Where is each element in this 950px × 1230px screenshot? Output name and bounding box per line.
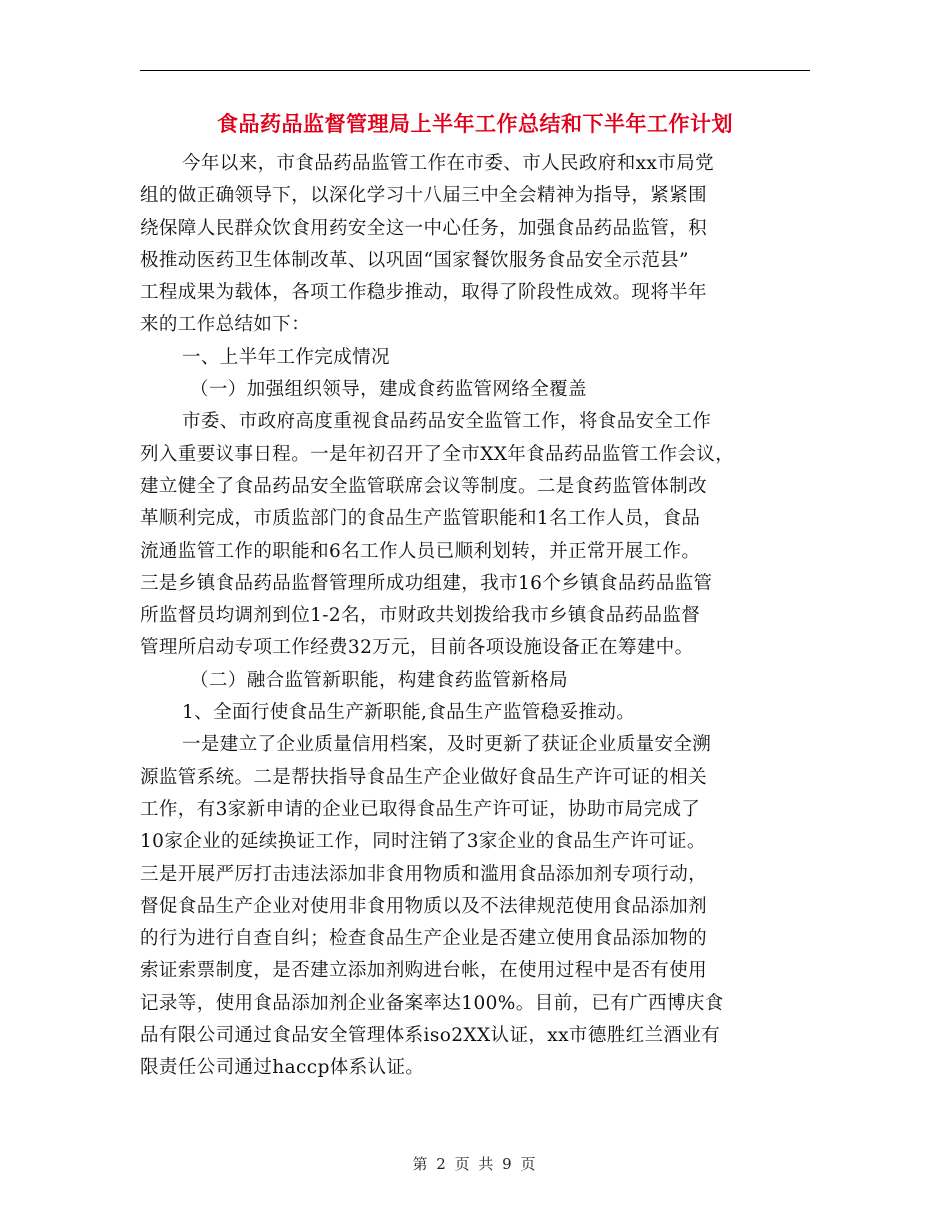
text-line: 绕保障人民群众饮食用药安全这一中心任务，加强食品药品监管，积 (140, 217, 708, 239)
text-line: 来的工作总结如下： (140, 314, 311, 336)
text-line: （一）加强组织领导，建成食药监管网络全覆盖 (190, 379, 587, 401)
text-line: 限责任公司通过haccp体系认证。 (140, 1057, 425, 1079)
text-line: 所监督员均调剂到位1-2名，市财政共划拨给我市乡镇食品药品监督 (140, 605, 701, 627)
text-line: 三是开展严厉打击违法添加非食用物质和滥用食品添加剂专项行动， (140, 863, 708, 885)
document-body (140, 148, 810, 1085)
text-line: 列入重要议事日程。一是年初召开了全市XX年食品药品监管工作会议， (140, 443, 735, 465)
text-line: 品有限公司通过食品安全管理体系iso2XX认证，xx市德胜红兰酒业有 (140, 1025, 721, 1047)
text-line: 组的做正确领导下，以深化学习十八届三中全会精神为指导，紧紧围 (140, 185, 708, 207)
text-line: 一、上半年工作完成情况 (182, 346, 390, 368)
page-number: 第 2 页 共 9 页 (412, 1155, 538, 1173)
text-line: 流通监管工作的职能和6名工作人员已顺利划转，并正常开展工作。 (140, 540, 701, 562)
text-line: （二）融合监管新职能，构建食药监管新格局 (190, 669, 569, 691)
text-line: 工程成果为载体，各项工作稳步推动，取得了阶段性成效。现将半年 (140, 282, 708, 304)
text-line: 市委、市政府高度重视食品药品安全监管工作，将食品安全工作 (182, 411, 712, 433)
text-line: 的行为进行自查自纠；检查食品生产企业是否建立使用食品添加物的 (140, 928, 708, 950)
text-line: 一是建立了企业质量信用档案，及时更新了获证企业质量安全溯 (182, 734, 712, 756)
text-line: 记录等，使用食品添加剂企业备案率达100%。目前，已有广西博庆食 (140, 992, 724, 1014)
header-rule (140, 70, 810, 71)
text-line: 革顺利完成，市质监部门的食品生产监管职能和1名工作人员，食品 (140, 508, 701, 530)
text-line: 建立健全了食品药品安全监管联席会议等制度。二是食药监管体制改 (140, 475, 708, 497)
text-line: 源监管系统。二是帮扶指导食品生产企业做好食品生产许可证的相关 (140, 766, 708, 788)
text-line: 管理所启动专项工作经费32万元，目前各项设施设备正在筹建中。 (140, 637, 694, 659)
text-line: 督促食品生产企业对使用非食用物质以及不法律规范使用食品添加剂 (140, 895, 708, 917)
text-line: 索证索票制度，是否建立添加剂购进台帐，在使用过程中是否有使用 (140, 960, 708, 982)
text-line: 10家企业的延续换证工作，同时注销了3家企业的食品生产许可证。 (140, 831, 706, 853)
text-line: 极推动医药卫生体制改革、以巩固“国家餐饮服务食品安全示范县” (140, 249, 689, 271)
text-line: 工作，有3家新申请的企业已取得食品生产许可证，协助市局完成了 (140, 798, 701, 820)
text-line: 三是乡镇食品药品监督管理所成功组建，我市16个乡镇食品药品监管 (140, 572, 713, 594)
document-title: 食品药品监督管理局上半年工作总结和下半年工作计划 (217, 112, 733, 136)
text-line: 今年以来，市食品药品监管工作在市委、市人民政府和xx市局党 (182, 153, 714, 174)
text-line: 1、全面行使食品生产新职能,食品生产监管稳妥推动。 (182, 702, 636, 724)
